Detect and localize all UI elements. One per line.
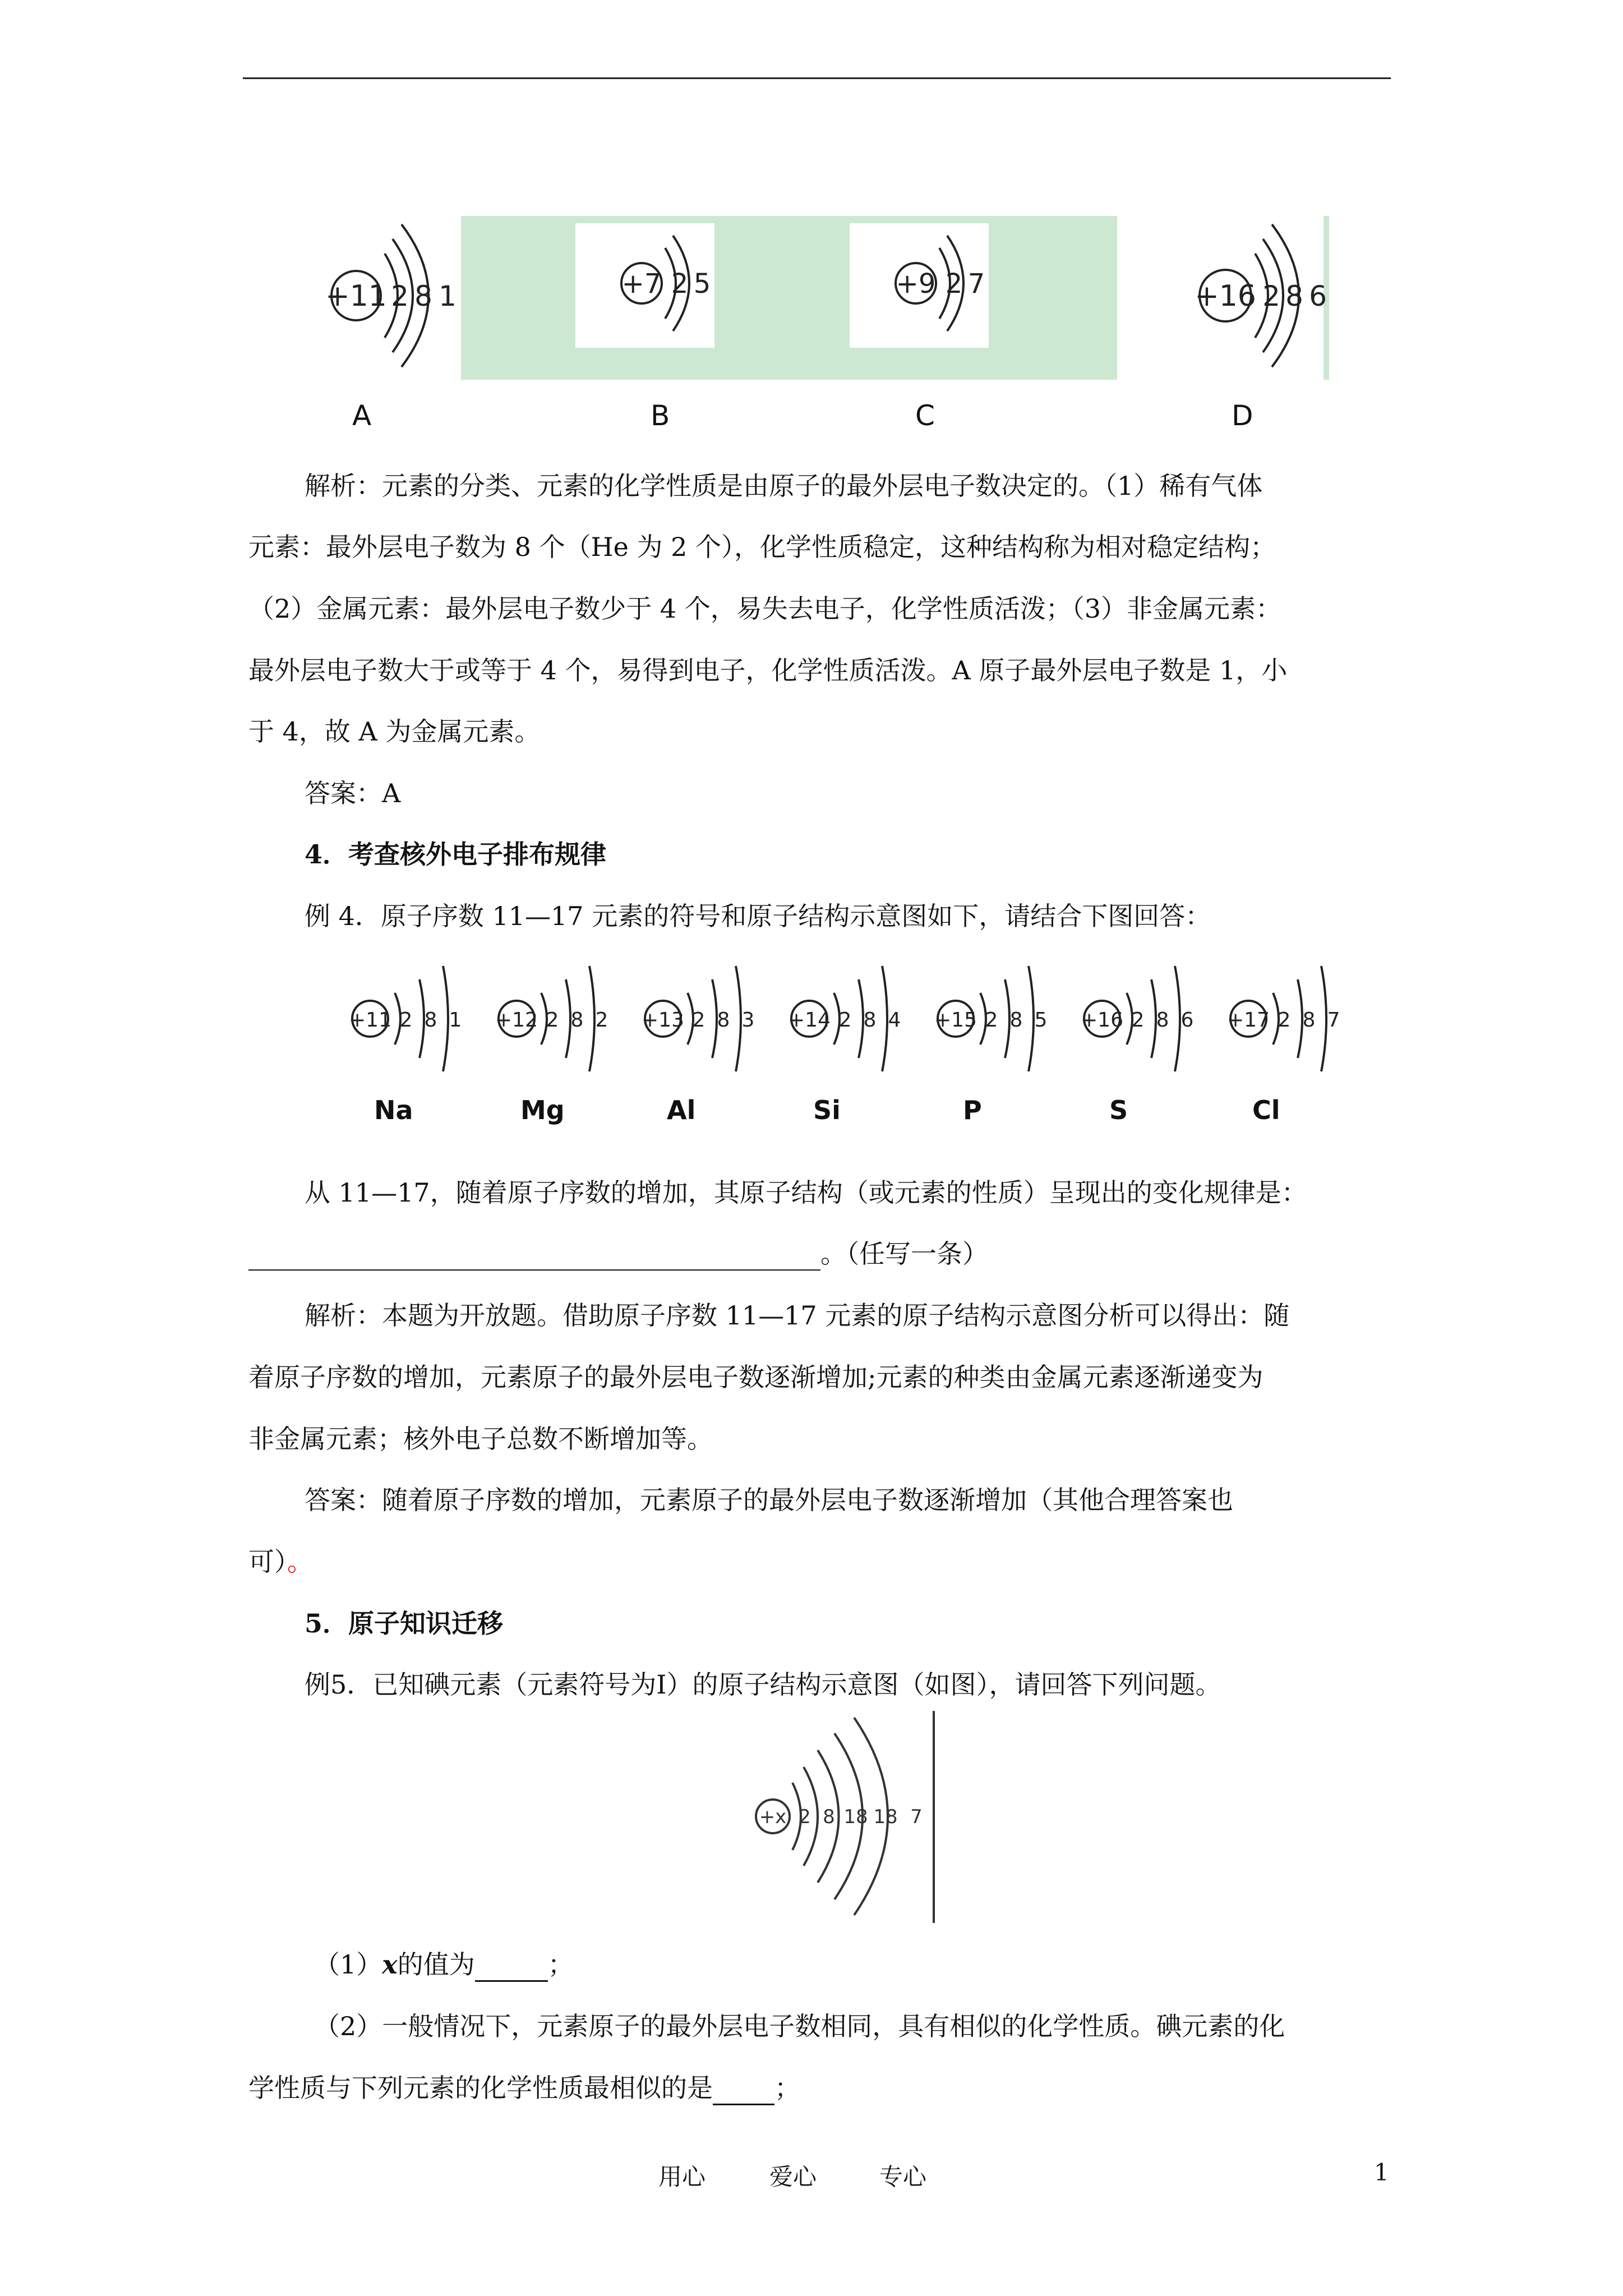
element-symbol-mg: Mg <box>520 1095 565 1125</box>
shell-arc <box>1029 966 1034 1071</box>
element-symbol-na: Na <box>374 1095 413 1125</box>
shell-count: 2 <box>391 280 409 312</box>
atom-diagram-p <box>934 966 1047 1071</box>
question-5-1-text: 的值为 <box>397 1949 475 1980</box>
shell-count: 8 <box>1285 280 1303 312</box>
shell-count: 8 <box>863 1009 877 1032</box>
shell-count: 2 <box>985 1009 998 1032</box>
analysis-4-line-2: 着原子序数的增加，元素原子的最外层电子数逐渐增加;元素的种类由金属元素逐渐递变为 <box>248 1362 1264 1392</box>
shell-count: 6 <box>1309 280 1327 312</box>
analysis-4-line-1: 解析：本题为开放题。借助原子序数 11—17 元素的原子结构示意图分析可以得出：随 <box>305 1300 1290 1331</box>
answer-4-tail: 可） <box>248 1547 287 1577</box>
nucleus-label: +9 <box>896 268 936 300</box>
shell-count: 2 <box>799 1806 811 1828</box>
shell-count: 2 <box>692 1009 706 1032</box>
question-5-1 <box>314 1949 1458 1982</box>
element-symbol-p: P <box>963 1095 982 1125</box>
question-4-tail: 。（任写一条） <box>820 1239 988 1269</box>
shell-count: 8 <box>823 1806 835 1828</box>
shell-count: 5 <box>1034 1009 1048 1032</box>
answer-4-line-2 <box>248 1546 1393 1577</box>
atom-diagram-s <box>1081 966 1193 1071</box>
shell-count: 3 <box>741 1009 755 1032</box>
shell-count: 8 <box>570 1009 584 1032</box>
question-5-1-number: （1） <box>314 1949 382 1980</box>
shell-count: 8 <box>717 1009 730 1032</box>
nucleus-label: +15 <box>934 1009 977 1032</box>
nucleus-label: +16 <box>1195 279 1256 313</box>
shell-count: 18 <box>873 1806 898 1828</box>
nucleus-label: +x <box>759 1806 787 1828</box>
shell-arc <box>1298 979 1302 1058</box>
figure-edge-bar <box>933 1711 935 1923</box>
answer-4-period: 。 <box>287 1547 313 1577</box>
shell-count: 2 <box>838 1009 852 1032</box>
question-4-line-1: 从 11—17，随着原子序数的增加，其原子结构（或元素的性质）呈现出的变化规律是： <box>305 1177 1307 1208</box>
element-symbol-s: S <box>1109 1095 1128 1125</box>
analysis-line-3: （2）金属元素：最外层电子数少于 4 个，易失去电子，化学性质活泼；（3）非金属元素： <box>248 593 1282 624</box>
shell-count: 8 <box>1009 1009 1023 1032</box>
question-5-2-text: 学性质与下列元素的化学性质最相似的是 <box>248 2073 713 2103</box>
shell-arc <box>712 979 717 1058</box>
shell-count: 8 <box>424 1009 437 1032</box>
figure-label-c: C <box>915 399 935 432</box>
shell-arc <box>1321 966 1326 1071</box>
shell-arc <box>1151 979 1156 1058</box>
shell-count: 2 <box>1131 1009 1145 1032</box>
shell-count: 4 <box>888 1009 901 1032</box>
shell-arc <box>419 979 424 1058</box>
shell-arc <box>443 966 448 1071</box>
atom-diagram-a <box>325 224 457 367</box>
shell-count: 8 <box>414 280 432 312</box>
shell-count: 6 <box>1181 1009 1194 1032</box>
figure-label-a: A <box>352 399 372 432</box>
section-5-heading: 5．原子知识迁移 <box>305 1608 504 1639</box>
analysis-line-5: 于 4，故 A 为金属元素。 <box>248 716 541 747</box>
nucleus-label: +13 <box>642 1009 684 1032</box>
nucleus-label: +17 <box>1227 1009 1270 1032</box>
footer-motto-3: 专心 <box>879 2163 927 2191</box>
shell-count: 2 <box>1278 1009 1291 1032</box>
element-symbol-si: Si <box>813 1095 841 1125</box>
answer-blank[interactable] <box>475 1949 548 1982</box>
shell-count: 8 <box>1302 1009 1316 1032</box>
shell-count: 1 <box>449 1009 462 1032</box>
section-4-heading: 4．考查核外电子排布规律 <box>305 839 607 869</box>
shell-count: 18 <box>843 1806 868 1828</box>
shell-count: 7 <box>910 1806 923 1828</box>
analysis-line-4: 最外层电子数大于或等于 4 个，易得到电子，化学性质活泼。A 原子最外层电子数是 1，小 <box>248 655 1288 685</box>
example-4-text: 例 4．原子序数 11—17 元素的符号和原子结构示意图如下，请结合下图回答： <box>305 901 1211 931</box>
example-5-text: 例5．已知碘元素（元素符号为I）的原子结构示意图（如图），请回答下列问题。 <box>305 1669 1221 1700</box>
question-5-2-line-1: （2）一般情况下，元素原子的最外层电子数相同，具有相似的化学性质。碘元素的化 <box>314 2011 1285 2041</box>
header-rule <box>243 77 1391 79</box>
figure-highlight-band <box>461 216 1117 380</box>
shell-count: 2 <box>671 268 689 300</box>
figure-atoms-abcd <box>303 213 1346 387</box>
nucleus-label: +11 <box>349 1009 391 1032</box>
analysis-line-2: 元素：最外层电子数为 8 个（He 为 2 个），化学性质稳定，这种结构称为相对稳定结构； <box>248 532 1276 562</box>
shell-count: 5 <box>693 268 711 300</box>
question-5-1-end: ； <box>547 1949 574 1980</box>
shell-arc <box>566 979 570 1058</box>
shell-count: 2 <box>546 1009 559 1032</box>
question-4-line-2 <box>248 1238 1393 1271</box>
footer-motto-2: 爱心 <box>769 2163 817 2191</box>
figure-atoms-11-17 <box>348 965 1374 1088</box>
shell-count: 2 <box>1262 280 1280 312</box>
atom-diagram-si <box>788 966 901 1071</box>
shell-arc <box>589 966 594 1071</box>
atom-diagram-cl <box>1227 966 1340 1071</box>
answer-blank[interactable] <box>248 1238 820 1271</box>
element-symbol-al: Al <box>667 1095 696 1125</box>
shell-count: 2 <box>945 268 963 300</box>
shell-count: 1 <box>439 280 457 312</box>
answer-blank[interactable] <box>713 2072 774 2105</box>
nucleus-label: +14 <box>788 1009 831 1032</box>
shell-count: 2 <box>399 1009 413 1032</box>
shell-arc <box>736 966 741 1071</box>
question-5-2-line-2 <box>248 2072 1393 2105</box>
figure-iodine-atom <box>748 1711 941 1924</box>
atom-diagram-mg <box>495 966 608 1071</box>
element-symbol-cl: Cl <box>1252 1095 1280 1125</box>
atom-diagram-na <box>349 966 462 1071</box>
analysis-line-1: 解析：元素的分类、元素的化学性质是由原子的最外层电子数决定的。（1）稀有气体 <box>305 471 1263 501</box>
shell-count: 2 <box>595 1009 608 1032</box>
atom-diagram-d <box>1195 224 1327 367</box>
shell-count: 7 <box>1327 1009 1340 1032</box>
answer-3: 答案：A <box>305 778 401 808</box>
answer-4-line-1: 答案：随着原子序数的增加，元素原子的最外层电子数逐渐增加（其他合理答案也 <box>305 1485 1233 1515</box>
nucleus-label: +11 <box>325 279 387 313</box>
shell-arc <box>882 966 887 1071</box>
nucleus-label: +7 <box>621 268 662 300</box>
atom-diagram-al <box>642 966 754 1071</box>
nucleus-label: +16 <box>1081 1009 1123 1032</box>
variable-x: x <box>382 1949 398 1980</box>
page-number: 1 <box>1374 2159 1389 2186</box>
shell-count: 8 <box>1156 1009 1169 1032</box>
shell-arc <box>1175 966 1180 1071</box>
nucleus-label: +12 <box>495 1009 538 1032</box>
analysis-4-line-3: 非金属元素；核外电子总数不断增加等。 <box>248 1424 713 1454</box>
figure-label-b: B <box>651 399 670 432</box>
shell-arc <box>859 979 863 1058</box>
footer-motto-1: 用心 <box>658 2163 706 2191</box>
shell-count: 7 <box>967 268 985 300</box>
question-5-2-end: ； <box>774 2073 800 2103</box>
figure-label-d: D <box>1232 399 1253 432</box>
shell-arc <box>1005 979 1009 1058</box>
